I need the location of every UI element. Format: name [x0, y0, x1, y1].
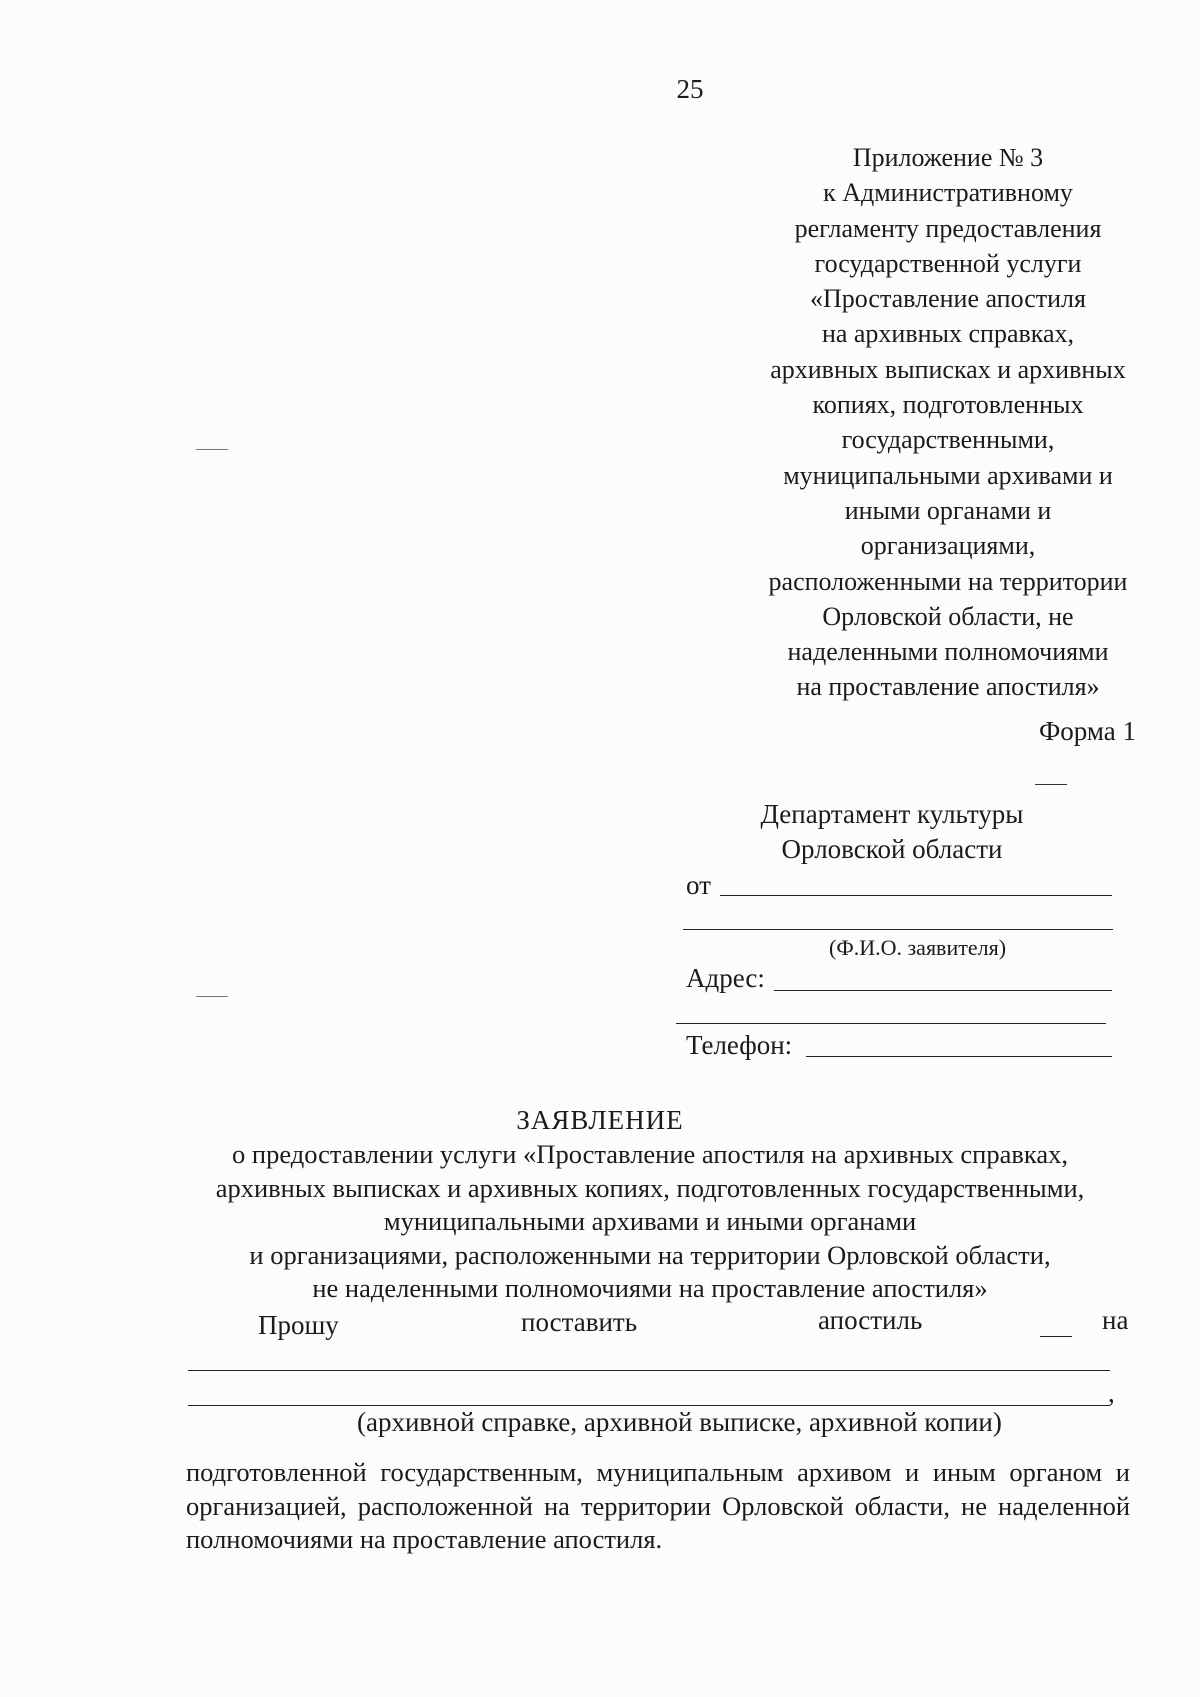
scan-mark: [1035, 784, 1067, 785]
request-short-blank[interactable]: [1040, 1336, 1072, 1337]
document-type-field-continuation[interactable]: [188, 1405, 1110, 1406]
address-field-continuation[interactable]: [676, 1023, 1106, 1024]
appendix-line: на архивных справках,: [821, 319, 1075, 349]
phone-label: Телефон:: [686, 1030, 793, 1060]
subject-line: муниципальными архивами и иными органами: [383, 1206, 917, 1237]
applicant-name-field-continuation[interactable]: [683, 929, 1113, 930]
phone-field[interactable]: [806, 1056, 1112, 1057]
statement-subject: [180, 1138, 1120, 1306]
form-number: Форма 1: [1038, 716, 1136, 746]
appendix-line: организациями,: [860, 531, 1036, 561]
subject-line: архивных выписках и архивных копиях, подготовленных государственными,: [215, 1172, 1085, 1203]
appendix-line: Орловской области, не: [822, 601, 1074, 631]
appendix-line: архивных выписках и архивных: [770, 354, 1126, 384]
from-label: от: [686, 870, 711, 900]
appendix-line: копиях, подготовленных: [812, 390, 1084, 420]
appendix-line: регламенту предоставления: [794, 213, 1102, 243]
addressee-line: Орловской области: [781, 834, 1003, 864]
appendix-line: государственными,: [841, 425, 1055, 455]
appendix-line: Приложение № 3: [852, 143, 1044, 172]
appendix-line: муниципальными архивами и: [783, 460, 1113, 490]
subject-line: не наделенными полномочиями на проставление апостиля»: [312, 1273, 988, 1304]
line-comma: ,: [1108, 1378, 1115, 1408]
page-number: 25: [676, 74, 704, 104]
address-label: Адрес:: [686, 963, 765, 993]
appendix-line: государственной услуги: [814, 248, 1082, 278]
request-word-postavit: поставить: [521, 1307, 638, 1337]
document-type-caption: (архивной справке, архивной выписке, архивной копии): [357, 1407, 1002, 1437]
appendix-line: на проставление апостиля»: [796, 672, 1100, 702]
applicant-name-field[interactable]: [720, 895, 1112, 896]
request-word-prosh: Прошу: [258, 1310, 339, 1340]
appendix-line: расположенными на территории: [768, 566, 1128, 596]
appendix-line: «Проставление апостиля: [809, 284, 1086, 314]
scan-mark: [196, 449, 228, 450]
subject-line: о предоставлении услуги «Проставление апостиля на архивных справках,: [232, 1139, 1068, 1169]
addressee-line: Департамент культуры: [760, 799, 1024, 829]
statement-title: ЗАЯВЛЕНИЕ: [516, 1105, 684, 1135]
appendix-line: наделенными полномочиями: [787, 637, 1109, 667]
statement-body-text: подготовленной государственным, муниципальным архивом и иным органом и организацией, расположенной на территории Орловской области, не наделенной полномочиями на проставление апостиля.: [186, 1457, 1130, 1554]
appendix-line: к Административному: [823, 178, 1073, 208]
appendix-heading: [728, 140, 1168, 705]
address-field[interactable]: [774, 990, 1112, 991]
subject-line: и организациями, расположенными на территории Орловской области,: [249, 1239, 1051, 1270]
document-type-field[interactable]: [188, 1370, 1110, 1371]
scan-mark: [196, 996, 228, 997]
addressee: [744, 797, 1040, 867]
name-caption: (Ф.И.О. заявителя): [829, 935, 1007, 960]
request-word-apostil: апостиль: [818, 1305, 923, 1335]
appendix-line: иными органами и: [844, 495, 1052, 525]
request-word-na: на: [1102, 1305, 1129, 1335]
